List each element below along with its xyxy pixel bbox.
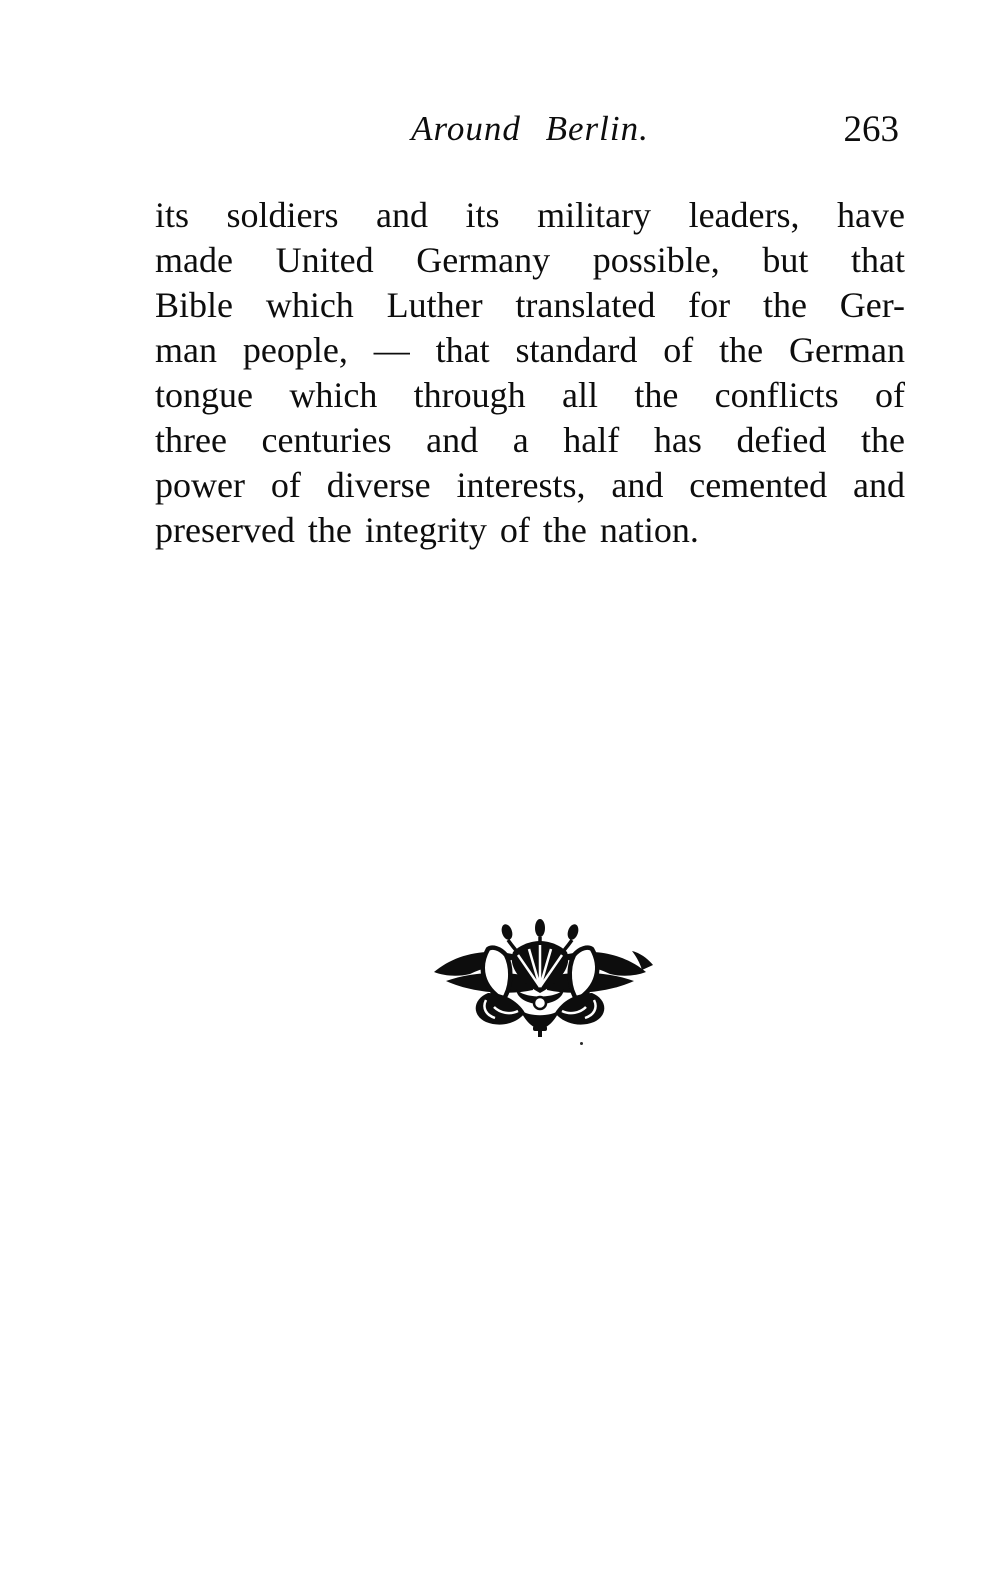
running-title: Around Berlin. [411,109,649,148]
text-line: man people, — that standard of the German [155,330,905,370]
body-text [155,193,905,553]
text-line: preserved the integrity of the nation. [155,510,699,550]
scan-speck [580,1042,583,1045]
text-line: three centuries and a half has defied the [155,420,905,460]
tailpiece [420,915,660,1045]
fleuron-tailpiece-icon [420,915,660,1045]
text-line: its soldiers and its military leaders, have [155,195,905,235]
text-line: Bible which Luther translated for the Ger- [155,285,905,325]
text-line: power of diverse interests, and cemented and [155,465,905,505]
text-line: made United Germany possible, but that [155,240,905,280]
running-header [155,108,905,152]
page-number: 263 [843,109,899,150]
text-line: tongue which through all the conflicts of [155,375,905,415]
